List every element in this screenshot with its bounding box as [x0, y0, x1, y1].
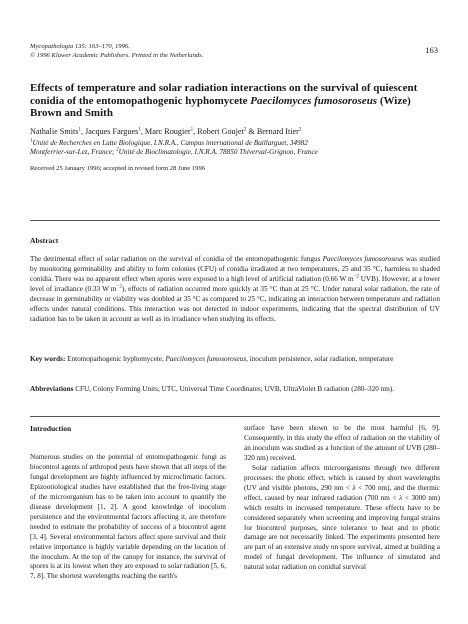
exponent: −2 [116, 284, 122, 290]
title-species: Paecilomyces fumosoroseus [250, 94, 378, 107]
paragraph: surface have been shown to be the most harmful [6, 9]. Consequently, in this study the effect of radiation on the viability of an inoculum was studied as a function of the amount of UVB (280–320 nm) received. [244, 424, 440, 462]
lambda-symbol: λ [352, 483, 356, 492]
keywords-text: Entomopathogenic hyphomycete, [65, 355, 166, 363]
author-affil-mark: 1 [138, 127, 141, 133]
author-separator: , [140, 127, 145, 136]
author-name: Nathalie Smits [30, 127, 79, 136]
title-part1: Effects of temperature and solar radiation interactions on the survival of quiescent conidia of the entomopathogenic hyphomycete [30, 82, 418, 107]
abstract-text: ), effects of radiation occurred more quickly at 35 °C than at 25 °C. Under natural solar radiation, the rate of decrease in germinability or viability was doubled at 35 °C as compared to 25 °C, indicating an interaction between temperature and radiation effects under natural conditions. This interaction was not detected in indoor experiments, indicating that the spectral distribution of UV radiation has to be taken in account as well as its irradiance when studying its effects. [30, 284, 440, 323]
paragraph: Numerous studies on the potential of entomopathogenic fungi as biocontrol agents of arthropod pests have shown that all steps of the fungal development are highly influenced by microclimatic factors. Epizootiological studies have established that the free-living stage of the microorganism has to be taken into account to quantify the disease development [1, 2]. A good knowledge of inoculum persistence and the environmental factors affecting it, are therefore needed to estimate the probability of success of a biocontrol agent [3, 4]. Several environmental factors affect spore survival and their relative importance is highly variable depending on the location of the inoculum. At the top of the canopy for instance, the survival of spores is at its lowest when they are exposed to solar radiation [5, 6, 7, 8]. The shortest wavelengths reaching the earth's [30, 453, 226, 581]
affiliation-line [30, 148, 450, 157]
introduction-left-column [30, 453, 226, 582]
author-affil-mark: 2 [243, 127, 247, 133]
lambda-symbol: λ [399, 493, 403, 502]
abstract-body [30, 255, 440, 325]
journal-citation [30, 43, 130, 51]
author-name: Jacques Fargues [85, 127, 139, 136]
author-separator: & [246, 127, 257, 136]
keywords-label: Key words: [30, 355, 66, 363]
abbreviations-label: Abbreviations [30, 385, 74, 393]
copyright-line [30, 52, 203, 60]
author-name: Robert Goujet [197, 127, 244, 136]
affiliation-mark: 1 [30, 138, 33, 144]
divider [30, 220, 440, 221]
affiliation-text: Unité de Bioclimatologie, I.N.R.A. 78850 Thiverval-Grignon, France [118, 148, 318, 156]
keywords-species: Paecilomyces fumosoroseus [165, 355, 247, 363]
paragraph-text: < 700 nm), and the thermic effect, caused by near infrared radiation (700 nm < [244, 483, 440, 502]
abbreviations-text: CFU, Colony Forming Units; UTC, Universal Time Coordinates; UVB, UltraViolet B radiation (280–320 nm). [73, 385, 395, 393]
paragraph-text: < 3000 nm) which results in increased temperature. These effects have to be considered separately when screening and improving fungal strains for biocontrol purposes, since tolerance to heat and to photic damage are not necessarily linked. The experiments presented here are part of an extensive study on spore survival, aimed at building a model of fungal development. The influence of simulated and natural solar radiation on conidial survival [244, 493, 440, 572]
journal-citation-text: Mycopathologia 135: 163–170, 1996. [30, 43, 130, 50]
copyright-text: © 1996 Kluwer Academic Publishers. Printed in the Netherlands. [30, 52, 204, 59]
title-part2: (Wize) Brown and Smith [30, 94, 411, 119]
introduction-right-column [244, 424, 440, 573]
author-separator: , [193, 127, 198, 136]
divider [30, 416, 440, 417]
affiliation-mark: 2 [116, 147, 119, 153]
abbreviations [30, 385, 440, 395]
abstract-text: UVB). However, at a lower level of irradiance (0.33 W m [30, 274, 440, 293]
introduction-heading: Introduction [30, 424, 72, 433]
received-dates: Received 25 January 1996; accepted in revised form 28 June 1996 [30, 165, 206, 172]
author-affil-mark: 1 [78, 127, 81, 133]
abstract-text: was studied by monitoring germinability and ability to form colonies (CFU) of conidia irradiated at two temperatures, 25 and 35 °C, harmless to shaded conidia. There was no apparent effect when spores were exposed to a high level of artificial radiation (0.66 W m [30, 255, 440, 283]
article-title [30, 82, 440, 120]
abstract-species: Paecilomyces fumosoroseus [322, 255, 404, 263]
keywords-text: , inoculum persistence, solar radiation, temperature [246, 355, 394, 363]
author-affil-mark: 2 [298, 127, 302, 133]
keywords [30, 355, 440, 365]
affiliation-line [30, 139, 450, 148]
affiliation-text: Unité de Recherches en Lutte Biologique, I.N.R.A., Campus international de Baillarguet, 34982 [32, 139, 308, 147]
author-list [30, 127, 450, 137]
author-separator: , [80, 127, 86, 136]
abstract-text: The detrimental effect of solar radiation on the survival of conidia of the entomopathogenic fungus [30, 255, 323, 263]
author-name: Bernard Itier [256, 127, 299, 136]
page-number: 163 [425, 45, 438, 55]
abstract-heading: Abstract [30, 236, 59, 245]
exponent: −2 [353, 274, 359, 280]
paragraph [244, 464, 440, 573]
affiliations [30, 139, 450, 157]
paragraph-text: Solar radiation affects microorganisms through two different processes: the photic effect, which is caused by short wavelengths (UV and visible photons, 290 nm < [244, 463, 440, 492]
affiliation-text: Montferrier-sur-Lez, France; [30, 148, 117, 156]
author-name: Marc Rougier [144, 127, 191, 136]
author-affil-mark: 1 [190, 127, 194, 133]
